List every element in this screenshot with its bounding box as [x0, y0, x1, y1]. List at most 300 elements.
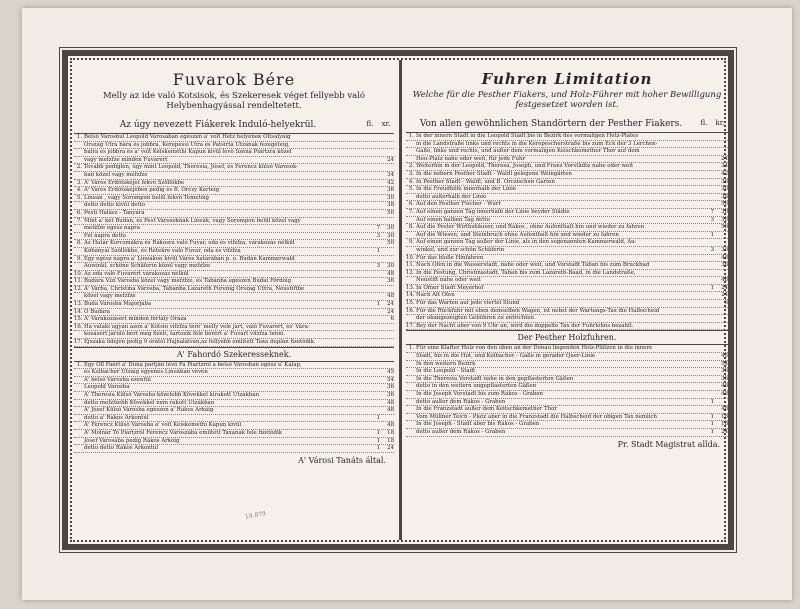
- row-text: detto außerhalb der Linie: [416, 193, 487, 200]
- row-value: [714, 270, 728, 277]
- row-text: In Pesther Stadt - Waldl, und B. Orczischen Garten: [416, 178, 555, 185]
- row-number: [74, 384, 84, 391]
- row-value: 42: [387, 179, 394, 186]
- table-row: [406, 353, 728, 361]
- table-row: [406, 368, 728, 376]
- right-title: Fuhren Limitation: [481, 70, 653, 88]
- row-text: Budára Vizi Városba közel vagy mefzfze, és Tabánba egészen Budai Fördőig: [84, 278, 292, 285]
- row-number: [74, 233, 84, 240]
- row-value: 36: [721, 178, 728, 185]
- row-number: [406, 368, 416, 375]
- row-value: 24: [387, 301, 394, 308]
- row-number: 7.: [76, 217, 82, 224]
- row-value: [366, 324, 380, 331]
- row-value: [380, 248, 394, 255]
- row-number: 2.: [76, 164, 82, 171]
- row-value: 48: [721, 277, 728, 284]
- row-value: 7: [710, 208, 714, 215]
- table-row: [406, 148, 728, 156]
- row-number: 5.: [408, 186, 414, 193]
- table-row: [406, 414, 728, 422]
- row-value: [700, 270, 714, 277]
- row-value: [700, 262, 714, 269]
- row-text: Auf einen ganzen Tag außer der Linie, als in den sogenannten Kammerwald, Au-: [416, 239, 637, 246]
- row-text: balra és jobbra és a' volt Kelskeméthi Kapun kivül lévő Széna Piartzra közel: [84, 149, 292, 156]
- table-row: [74, 362, 394, 370]
- row-number: [406, 141, 416, 148]
- row-text: vagy mefzfze minden Fuvarért: [84, 156, 168, 163]
- row-number: [74, 331, 84, 338]
- table-row: [406, 391, 728, 399]
- row-number: 1.: [76, 134, 82, 140]
- row-value: [700, 186, 714, 193]
- table-row: [74, 195, 394, 203]
- row-text: Egy Öll Fáért a' Duna partján lévő Fa Piartzról a belső Városban egész a' Kalap,: [84, 361, 302, 368]
- row-value: 54: [387, 376, 394, 383]
- row-value: [366, 309, 380, 316]
- row-value: 36: [387, 384, 394, 391]
- row-number: 5.: [76, 194, 82, 201]
- row-number: [406, 414, 416, 421]
- row-number: [406, 376, 416, 383]
- row-value: 6: [390, 316, 394, 323]
- row-value: 50: [387, 209, 394, 216]
- table-row: [74, 256, 394, 264]
- row-value: [366, 256, 380, 263]
- row-value: [366, 164, 380, 171]
- row-value: [366, 195, 380, 202]
- row-text: Weiterhin in der Leopold, Theresa, Joseph, und Franz Vorstädte nahe oder weit: [416, 163, 634, 170]
- row-value: 30: [387, 225, 394, 232]
- row-text: kozásért járuló bért meg fizeti, tartozik félé bérért a' Fuvart vifzfza tenni.: [84, 331, 286, 338]
- table-row: [74, 233, 394, 241]
- table-row: [406, 239, 728, 247]
- row-number: 6.: [76, 209, 82, 216]
- row-value: [700, 156, 714, 163]
- row-value: [366, 134, 380, 141]
- row-value: 1: [376, 445, 380, 452]
- row-value: [380, 164, 394, 171]
- row-value: 1: [376, 429, 380, 436]
- row-text: Heu-Platz nahe oder weit, für jede Fuhr: [416, 155, 526, 162]
- row-number: [406, 391, 416, 398]
- row-number: [406, 406, 416, 413]
- row-value: 1: [376, 301, 380, 308]
- table-row: [406, 141, 728, 149]
- table-row: [406, 262, 728, 270]
- row-text: közel vagy mefzfze: [84, 293, 136, 300]
- row-text: Belső Városbul Leopold Városában egészen a' volt Hetz helyéneк Oltsalyáig: [84, 134, 291, 140]
- row-value: 48: [721, 254, 728, 261]
- row-value: 48: [721, 391, 728, 397]
- row-value: 30: [387, 194, 394, 201]
- row-text: A' Város Erdőtskéjét fekvő Szöllőkbe: [84, 179, 185, 186]
- table-row: [74, 415, 394, 423]
- row-value: [714, 345, 728, 352]
- row-number: 6.: [408, 201, 414, 208]
- table-row: [406, 270, 728, 278]
- row-value: 36: [721, 368, 728, 375]
- row-number: [406, 399, 416, 406]
- row-number: [406, 232, 416, 239]
- row-value: 1: [710, 398, 714, 405]
- row-value: [366, 384, 380, 391]
- left-rate-list: [74, 134, 394, 347]
- row-value: 24: [387, 156, 394, 163]
- row-value: 24: [721, 428, 728, 435]
- row-value: 30: [721, 216, 728, 223]
- row-value: 34: [721, 163, 728, 170]
- right-unit-kr: kr.: [715, 119, 725, 127]
- row-value: [700, 224, 714, 231]
- table-row: [74, 293, 394, 301]
- row-number: 12.: [74, 285, 83, 292]
- table-row: [74, 286, 394, 294]
- row-value: 3: [376, 263, 380, 270]
- row-value: [700, 383, 714, 390]
- row-value: 50: [721, 224, 728, 231]
- row-value: 1: [710, 428, 714, 435]
- row-text: Für das bloße Hinfahren: [416, 254, 484, 261]
- row-text: der obangezeigten Gebühren zu entrichten.: [416, 315, 536, 322]
- row-number: 1.: [408, 345, 414, 352]
- row-value: 3: [710, 216, 714, 223]
- table-row: [74, 400, 394, 408]
- table-row: [406, 255, 728, 263]
- row-number: [74, 225, 84, 232]
- left-wood-rate-list: [74, 362, 394, 453]
- row-value: [700, 292, 714, 299]
- row-value: [366, 149, 380, 156]
- table-row: [406, 300, 728, 308]
- row-text: Für die Rückfuhr mit eben demselben Wagen, ist nebst der Wartungs-Tax die Halbscheid: [416, 307, 660, 314]
- row-value: [366, 286, 380, 293]
- row-text: A' Ferencz Külső Városba a' volt Keiskeméthi Kapun kivül: [84, 422, 242, 429]
- row-value: [366, 271, 380, 278]
- table-row: [406, 285, 728, 293]
- row-text: ban közel vagy mefzfze: [84, 171, 148, 178]
- row-value: [700, 179, 714, 186]
- table-row: [74, 438, 394, 446]
- row-number: [74, 438, 84, 445]
- row-value: [714, 323, 728, 330]
- right-rate-list: [406, 133, 728, 330]
- row-text: Kőbányai Szőllőkbe, és Rétekre való Fuvar, oda és vifzfza: [84, 247, 241, 254]
- row-number: [406, 353, 416, 360]
- table-row: [74, 149, 394, 157]
- row-number: [74, 172, 84, 179]
- row-number: [406, 217, 416, 224]
- row-number: [406, 383, 416, 390]
- row-number: [406, 277, 416, 284]
- row-text: Éjszaka üdején pedig 9 órától Hajnalálván,az fellyebb említett Taxa duplán fizetődik.: [84, 339, 316, 346]
- table-row: [74, 309, 394, 317]
- row-value: [380, 339, 394, 346]
- table-row: [406, 383, 728, 391]
- row-text: In die Joseph Vorstadt bis zum Rákos - Graben: [416, 391, 544, 397]
- row-text: Tovább pediglen, úgy mint Leopold, Theresia, Jósef, és Ferencz külső Városok-: [84, 164, 299, 171]
- row-value: [714, 308, 728, 315]
- row-value: [700, 163, 714, 170]
- table-row: [406, 247, 728, 255]
- row-value: 48: [387, 399, 394, 406]
- table-row: [74, 407, 394, 415]
- row-value: 3: [710, 246, 714, 253]
- row-value: 38: [721, 193, 728, 200]
- row-value: [380, 218, 394, 225]
- row-text: Jósef Városába pedig Rákos Árkóig: [84, 437, 180, 444]
- row-value: [366, 172, 380, 179]
- row-text: Auwinkl, schöne Schäferin közel vagy mefzfze: [84, 263, 211, 270]
- row-text: A' belső Városba ezentül: [84, 376, 151, 383]
- row-number: 1.: [76, 361, 82, 368]
- row-value: 36: [721, 375, 728, 382]
- row-value: 1: [710, 413, 714, 420]
- table-row: [406, 179, 728, 187]
- row-value: [714, 239, 728, 246]
- row-number: [74, 149, 84, 156]
- row-number: 7.: [408, 208, 414, 215]
- row-number: [74, 377, 84, 384]
- row-number: 1.: [408, 133, 414, 139]
- table-row: [74, 331, 394, 339]
- row-value: 34: [387, 171, 394, 178]
- row-number: 4.: [76, 187, 82, 194]
- row-number: [74, 422, 84, 429]
- table-row: [74, 301, 394, 309]
- row-value: [700, 323, 714, 330]
- row-value: 24: [387, 308, 394, 315]
- table-row: [406, 209, 728, 217]
- row-value: [366, 377, 380, 384]
- row-number: 10.: [74, 270, 83, 277]
- row-text: Vom Müllner Teich - Platz aber in die Franzstadt die Halbscheid der obigen Tax nemlich: [416, 413, 657, 420]
- row-number: 13.: [406, 284, 415, 291]
- row-number: [406, 194, 416, 201]
- row-number: [74, 369, 84, 376]
- row-value: 42: [721, 170, 728, 177]
- column-divider: [399, 60, 402, 540]
- row-value: [366, 407, 380, 414]
- table-row: [74, 324, 394, 332]
- row-text: Für eine Klafter Holz von den oben an der Donau liegenden Holz-Plätzen in die innere: [416, 345, 653, 352]
- row-value: [714, 399, 728, 406]
- row-value: [366, 400, 380, 407]
- row-value: 30: [721, 208, 728, 215]
- row-value: [380, 286, 394, 293]
- row-value: [700, 300, 714, 307]
- row-number: [74, 430, 84, 437]
- row-value: 50: [387, 240, 394, 247]
- row-number: 11.: [406, 262, 415, 269]
- row-text: Pesti Halász - Tanyára: [84, 209, 145, 216]
- row-value: [366, 157, 380, 164]
- row-number: 16.: [406, 307, 415, 314]
- row-value: [366, 422, 380, 429]
- row-value: 48: [387, 407, 394, 414]
- row-text: A' Jósef Külső Városba egészen a' Rákos Árkáig: [84, 407, 214, 414]
- row-value: 24: [387, 445, 394, 452]
- table-row: [406, 201, 728, 209]
- hungarian-column: [74, 60, 394, 540]
- table-row: [406, 277, 728, 285]
- row-value: [366, 331, 380, 338]
- row-value: 45: [721, 353, 728, 360]
- row-value: [714, 133, 728, 140]
- row-value: 36: [387, 392, 394, 398]
- table-row: [406, 232, 728, 240]
- row-value: [380, 149, 394, 156]
- row-value: [366, 202, 380, 209]
- row-value: [380, 362, 394, 369]
- table-row: [406, 315, 728, 323]
- row-value: 45: [387, 369, 394, 376]
- row-value: 30: [387, 232, 394, 239]
- table-row: [74, 187, 394, 195]
- row-value: [700, 255, 714, 262]
- table-row: [406, 376, 728, 384]
- row-text: In die Leopold - Stadt: [416, 368, 476, 375]
- row-number: [406, 148, 416, 155]
- row-value: [366, 218, 380, 225]
- row-text: A' Város Erdőtskéjében pedig és B. Orczy Kerteig: [84, 187, 220, 194]
- row-value: 1: [710, 284, 714, 291]
- row-text: Auf die Pester Wirthshäuser, und Rákos , ohne Aufenthalt hin und wieder zu fahren: [416, 224, 645, 231]
- row-text: és Kolbacher Utzáig egyenes Lineában vévén: [84, 369, 208, 376]
- table-row: [406, 186, 728, 194]
- table-row: [74, 392, 394, 400]
- row-value: 24: [721, 292, 728, 299]
- table-row: [406, 171, 728, 179]
- german-column: [406, 60, 728, 540]
- table-row: [74, 240, 394, 248]
- row-text: Für das Warten auf jede viertel Stund: [416, 300, 520, 307]
- left-subtitle: Melly az ide való Kotsisok, és Szekeresek véget fellyebb való Helybenhagyással rendeltetett.: [102, 91, 366, 111]
- table-row: [74, 164, 394, 172]
- row-value: [380, 256, 394, 263]
- row-value: 38: [387, 202, 394, 209]
- row-text: A' Várba, Christina Városba, Tabanba Lazareth Forenig Ország Úttra, Neustiftbe: [84, 285, 305, 292]
- row-number: 4.: [408, 178, 414, 185]
- left-unit-fl: fl.: [366, 120, 374, 128]
- table-row: [406, 163, 728, 171]
- table-row: [74, 263, 394, 271]
- row-number: [74, 157, 84, 164]
- row-text: Neustift nahe oder weit: [416, 277, 481, 284]
- row-value: 48: [721, 406, 728, 413]
- row-value: 50: [721, 201, 728, 208]
- right-section1-header: [406, 116, 728, 133]
- row-text: in die Landstraße links und rechts in die Kerepescherstraße bis zum Eck der 3 Lerchen-: [416, 140, 658, 147]
- row-text: A' Theresia Külső Városba közelebb Kövekkel kirakott Útzákban: [84, 392, 260, 398]
- row-value: [700, 368, 714, 375]
- row-number: 12.: [406, 269, 415, 276]
- row-value: 36: [387, 187, 394, 194]
- table-row: [406, 224, 728, 232]
- row-value: [700, 141, 714, 148]
- row-text: detto mefzfzebb Kövekkel nem rakott Útzákban: [84, 399, 215, 406]
- row-number: 15.: [74, 316, 83, 323]
- row-value: [366, 339, 380, 346]
- row-text: mefzfze egész napra: [84, 225, 140, 232]
- table-row: [406, 429, 728, 437]
- row-value: [700, 194, 714, 201]
- row-value: 1: [710, 231, 714, 238]
- table-row: [74, 339, 394, 347]
- table-row: [406, 308, 728, 316]
- row-text: In der innern Stadt in die Leopold Stadt bis in Bezirk des vormaligen Hetz-Plates: [416, 133, 639, 139]
- row-text: Ország Útra bára és jobbra, Kerepessi Útra és Patsirta Utzának fezegéteig,: [84, 141, 290, 148]
- row-number: [74, 407, 84, 414]
- row-value: [366, 362, 380, 369]
- row-value: [714, 141, 728, 148]
- row-text: In die Theresia Vorstadt nahe in den gepflasterten Gäßen: [416, 375, 574, 382]
- row-value: [366, 210, 380, 217]
- row-value: 1: [376, 414, 380, 421]
- table-row: [74, 218, 394, 226]
- row-number: 10.: [406, 254, 415, 261]
- table-row: [74, 134, 394, 142]
- row-number: 15.: [406, 300, 415, 307]
- row-value: [380, 134, 394, 141]
- table-row: [406, 421, 728, 429]
- row-text: Nach Alt Ofen: [416, 292, 455, 299]
- row-number: [406, 421, 416, 428]
- row-text: winkel, und zur schön Schäferin: [416, 246, 505, 253]
- row-number: [74, 400, 84, 407]
- row-text: O Budára: [84, 308, 111, 315]
- row-value: [366, 240, 380, 247]
- row-value: 18: [387, 429, 394, 436]
- row-number: [406, 315, 416, 322]
- row-value: 36: [721, 262, 728, 269]
- table-row: [74, 142, 394, 150]
- table-row: [74, 316, 394, 324]
- left-section1-header: [74, 117, 394, 134]
- row-text: A' Várakozásért minden fértály Óráza: [84, 316, 187, 323]
- row-value: [700, 376, 714, 383]
- row-value: [366, 278, 380, 285]
- table-row: [74, 225, 394, 233]
- table-row: [74, 202, 394, 210]
- left-footer: A' Városi Tanáts által.: [298, 455, 386, 465]
- row-text: In die Joseph - Stadt aber bis Rákos - Graben: [416, 421, 540, 428]
- row-value: [700, 148, 714, 155]
- row-text: Gaße, links und rechts, und außer dem vormaligen Keischkemether Thor auf dem: [416, 148, 640, 155]
- row-text: Bey der Nacht aber von 9 Uhr an, wird die doppelte Tax der Fuhrlohns bezahlt.: [416, 322, 634, 329]
- row-value: 48: [721, 383, 728, 390]
- row-number: 16.: [74, 323, 83, 330]
- right-footer: Pr. Stadt Magistrat allda.: [617, 439, 720, 449]
- row-text: detto a' Rákos Árkontúl: [84, 414, 149, 421]
- right-wood-rate-list: [406, 345, 728, 436]
- row-value: 3: [376, 232, 380, 239]
- row-value: 24: [721, 155, 728, 162]
- row-number: 13.: [74, 301, 83, 308]
- row-value: [366, 180, 380, 187]
- left-unit-xr: xr.: [381, 120, 391, 128]
- row-number: [406, 361, 416, 368]
- row-value: 48: [387, 422, 394, 429]
- row-value: 24: [721, 284, 728, 291]
- table-row: [74, 384, 394, 392]
- right-unit-fl: fl.: [700, 119, 708, 127]
- row-text: Az oda való Fuvarért várakozás nélkül: [84, 270, 189, 277]
- row-number: 2.: [408, 163, 414, 170]
- row-value: [366, 187, 380, 194]
- row-value: 1: [710, 421, 714, 428]
- row-value: 18: [721, 413, 728, 420]
